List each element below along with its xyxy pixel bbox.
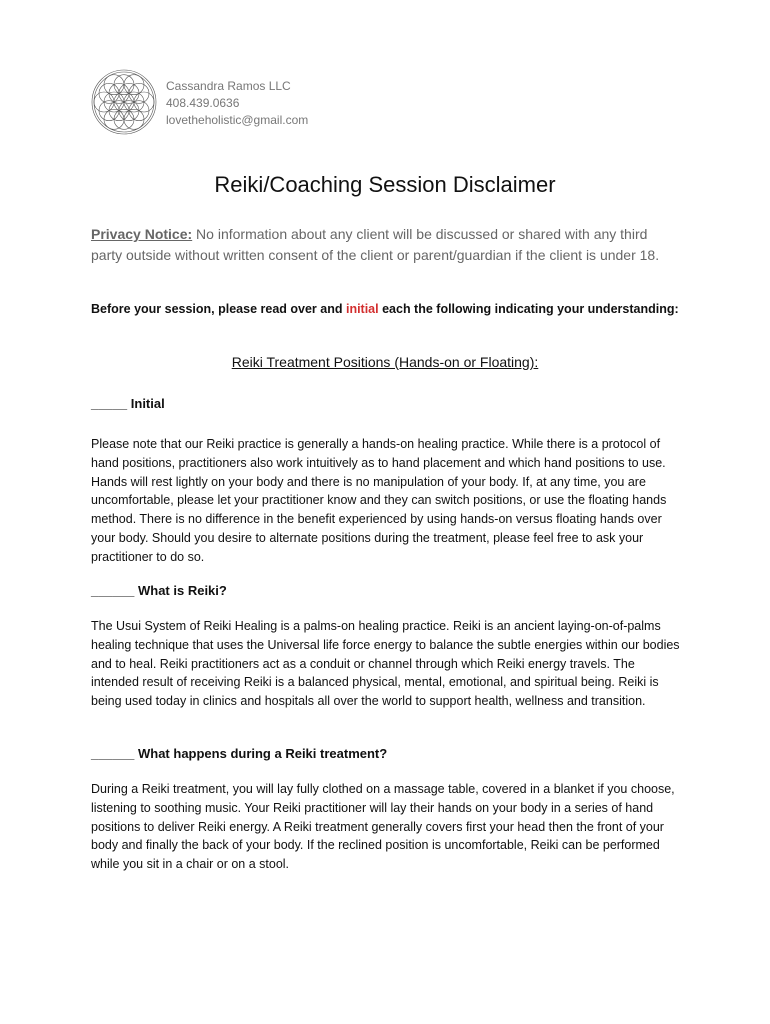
flower-of-life-icon (90, 68, 158, 136)
instruction-pre: Before your session, please read over and (91, 302, 346, 316)
instruction-highlight: initial (345, 302, 379, 316)
section-body-what-is-reiki: The Usui System of Reiki Healing is a palms-on healing practice. Reiki is an ancient laying-on-of-palms healing technique that uses the Universal life force energy to balance the subtle energies within our bodies and to heal. Reiki practitioners act as a conduit or channel through which Reiki energy travels. The intended result of receiving Reiki is a balanced physical, mental, emotional, and spiritual being. Reiki is being used today in clinics and hospitals all over the world to support health, wellness and transition. (91, 619, 680, 709)
contact-block (166, 78, 308, 129)
section-body-treatment: During a Reiki treatment, you will lay fully clothed on a massage table, covered in a blanket if you choose, listening to soothing music. Your Reiki practitioner will lay their hands on your body in a series of hand positions to deliver Reiki energy. A Reiki treatment generally covers first your head then the front of your body and finally the back of your body. If the reclined position is uncomfortable, Reiki can be performed while you sit in a chair or on a stool. (91, 782, 675, 872)
instruction-post: each the following indicating your understanding: (378, 302, 679, 316)
section-heading-what-is-reiki: ______ What is Reiki? (91, 583, 227, 598)
email-address: lovetheholistic@gmail.com (166, 113, 309, 127)
privacy-text: No information about any client will be discussed or shared with any third party outside without written consent of the client or parent/guardian if the client is under 18. (91, 226, 660, 263)
instruction-text (91, 299, 681, 319)
privacy-notice (91, 224, 681, 266)
section-body-initial: Please note that our Reiki practice is generally a hands-on healing practice. While there is a protocol of hand positions, practitioners also work intuitively as to hand placement and which hand positions to use. Hands will rest lightly on your body and there is no manipulation of your body. If, at any time, you are uncomfortable, please let your practitioner know and they can switch positions, or use the floating hands method. There is no difference in the benefit experienced by using hands-on versus floating hands over your body. Should you desire to alternate positions during the treatment, please feel free to ask your practitioner to do so. (91, 437, 667, 564)
section-heading-initial: _____ Initial (91, 396, 165, 411)
section-heading-treatment: ______ What happens during a Reiki treatment? (91, 746, 388, 761)
phone-number: 408.439.0636 (166, 96, 240, 110)
page-title: Reiki/Coaching Session Disclaimer (214, 172, 556, 197)
company-name: Cassandra Ramos LLC (166, 79, 291, 93)
privacy-label: Privacy Notice: (91, 226, 193, 242)
section-subheading: Reiki Treatment Positions (Hands-on or Floating): (231, 354, 539, 370)
